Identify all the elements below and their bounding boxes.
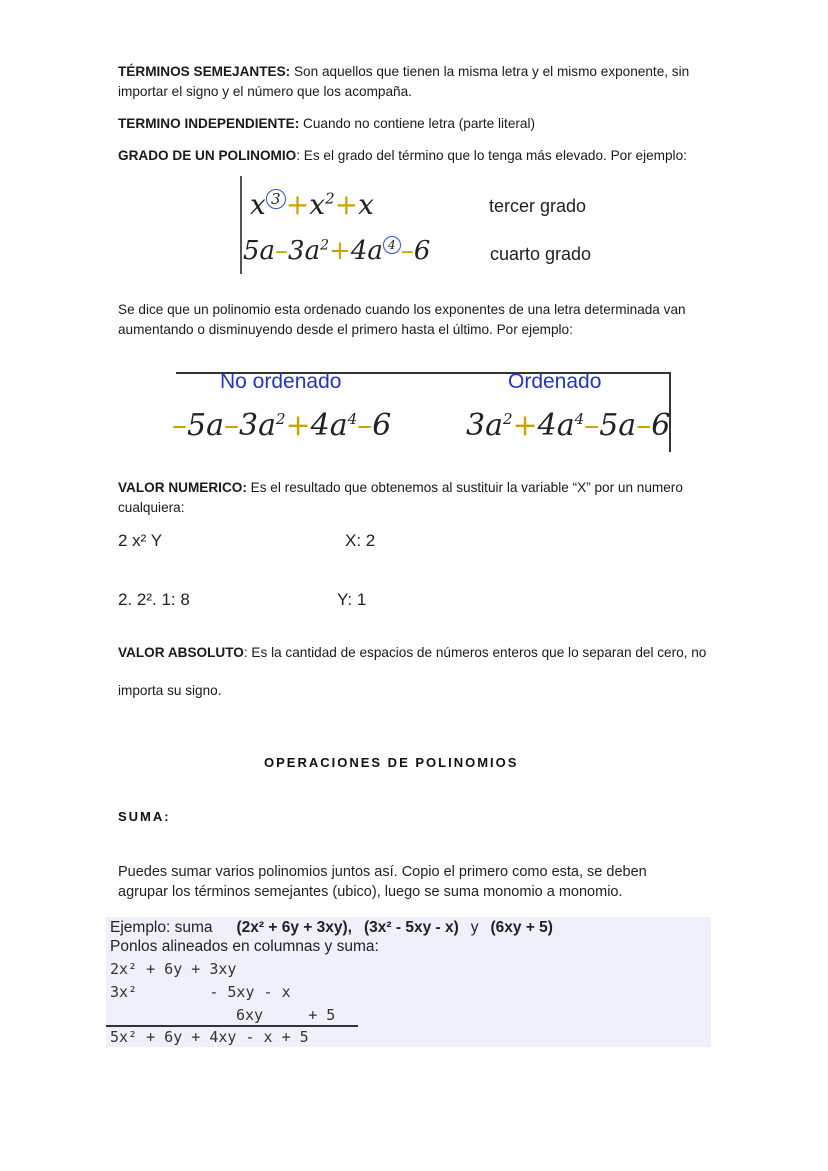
vn-y-value: Y: 1 <box>337 590 367 609</box>
label-valor-absoluto: VALOR ABSOLUTO <box>118 645 244 660</box>
sum-rule <box>106 1025 358 1027</box>
label-grado-polinomio: GRADO DE UN POLINOMIO <box>118 148 297 163</box>
expr-cuarto-grado: $5a-3a^2+4a$ $^4$ –6 <box>243 236 431 266</box>
vn-expression: 2 x² Y <box>118 531 163 550</box>
suma-example-intro: Ejemplo: suma (2x² + 6y + 3xy), (3x² - 5xy - x) y (6xy + 5) <box>110 919 553 936</box>
expr-ordenado: $3a^2+4a^4-5a-6$ <box>466 408 671 443</box>
paragraph-terminos-semejantes: TÉRMINOS SEMEJANTES: Son aquellos que tienen la misma letra y el mismo exponente, sin importar el signo y el número que los acompaña. <box>118 64 690 99</box>
heading-operaciones: OPERACIONES DE POLINOMIOS <box>264 755 519 770</box>
label-termino-independiente: TERMINO INDEPENDIENTE: <box>118 116 300 131</box>
paragraph-valor-numerico: VALOR NUMERICO: Es el resultado que obtenemos al sustituir la variable “X” por un numero cualquiera: <box>118 480 683 515</box>
label-tercer-grado: tercer grado <box>489 196 587 216</box>
circled-exponent: 3 <box>266 189 286 209</box>
expr-no-ordenado: $-5a-3a^2+4a^4-6$ <box>172 408 392 443</box>
vn-calculation: 2. 2². 1: 8 <box>118 590 190 609</box>
suma-row-3: 6xy + 5 <box>236 1006 336 1024</box>
title-ordenado: Ordenado <box>508 370 602 393</box>
heading-suma: SUMA: <box>118 809 171 824</box>
label-terminos-semejantes: TÉRMINOS SEMEJANTES: <box>118 64 291 79</box>
vn-x-value: X: 2 <box>345 531 376 550</box>
paragraph-ordenado: Se dice que un polinomio esta ordenado cuando los exponentes de una letra determinada van aumentando o disminuyendo desde el primero hasta el último. Por ejemplo: <box>118 302 686 337</box>
paragraph-grado-polinomio: GRADO DE UN POLINOMIO: Es el grado del término que lo tenga más elevado. Por ejemplo: <box>118 148 687 163</box>
suma-row-1: 2x² + 6y + 3xy <box>110 960 237 978</box>
label-cuarto-grado: cuarto grado <box>490 244 592 264</box>
paragraph-termino-independiente: TERMINO INDEPENDIENTE: Cuando no contiene letra (parte literal) <box>118 116 536 131</box>
suma-row-2: 3x² - 5xy - x <box>110 983 291 1001</box>
paragraph-valor-absoluto: VALOR ABSOLUTO: Es la cantidad de espacios de números enteros que lo separan del cero, no <box>118 645 707 660</box>
suma-result: 5x² + 6y + 4xy - x + 5 <box>110 1028 309 1046</box>
suma-instructions: Ponlos alineados en columnas y suma: <box>110 938 379 955</box>
label-valor-numerico: VALOR NUMERICO: <box>118 480 247 495</box>
suma-example-box <box>106 917 711 1047</box>
circled-exponent: 4 <box>383 236 401 254</box>
paragraph-suma: Puedes sumar varios polinomios juntos así. Copio el primero como esta, se deben agrupar los términos semejantes (ubico), luego se suma monomio a monomio. <box>118 864 647 900</box>
paragraph-valor-absoluto-cont: importa su signo. <box>118 683 222 698</box>
title-no-ordenado: No ordenado <box>220 370 342 393</box>
expr-tercer-grado: x $^3 +x^2+x$ <box>250 188 374 221</box>
bracket-line <box>240 176 242 274</box>
